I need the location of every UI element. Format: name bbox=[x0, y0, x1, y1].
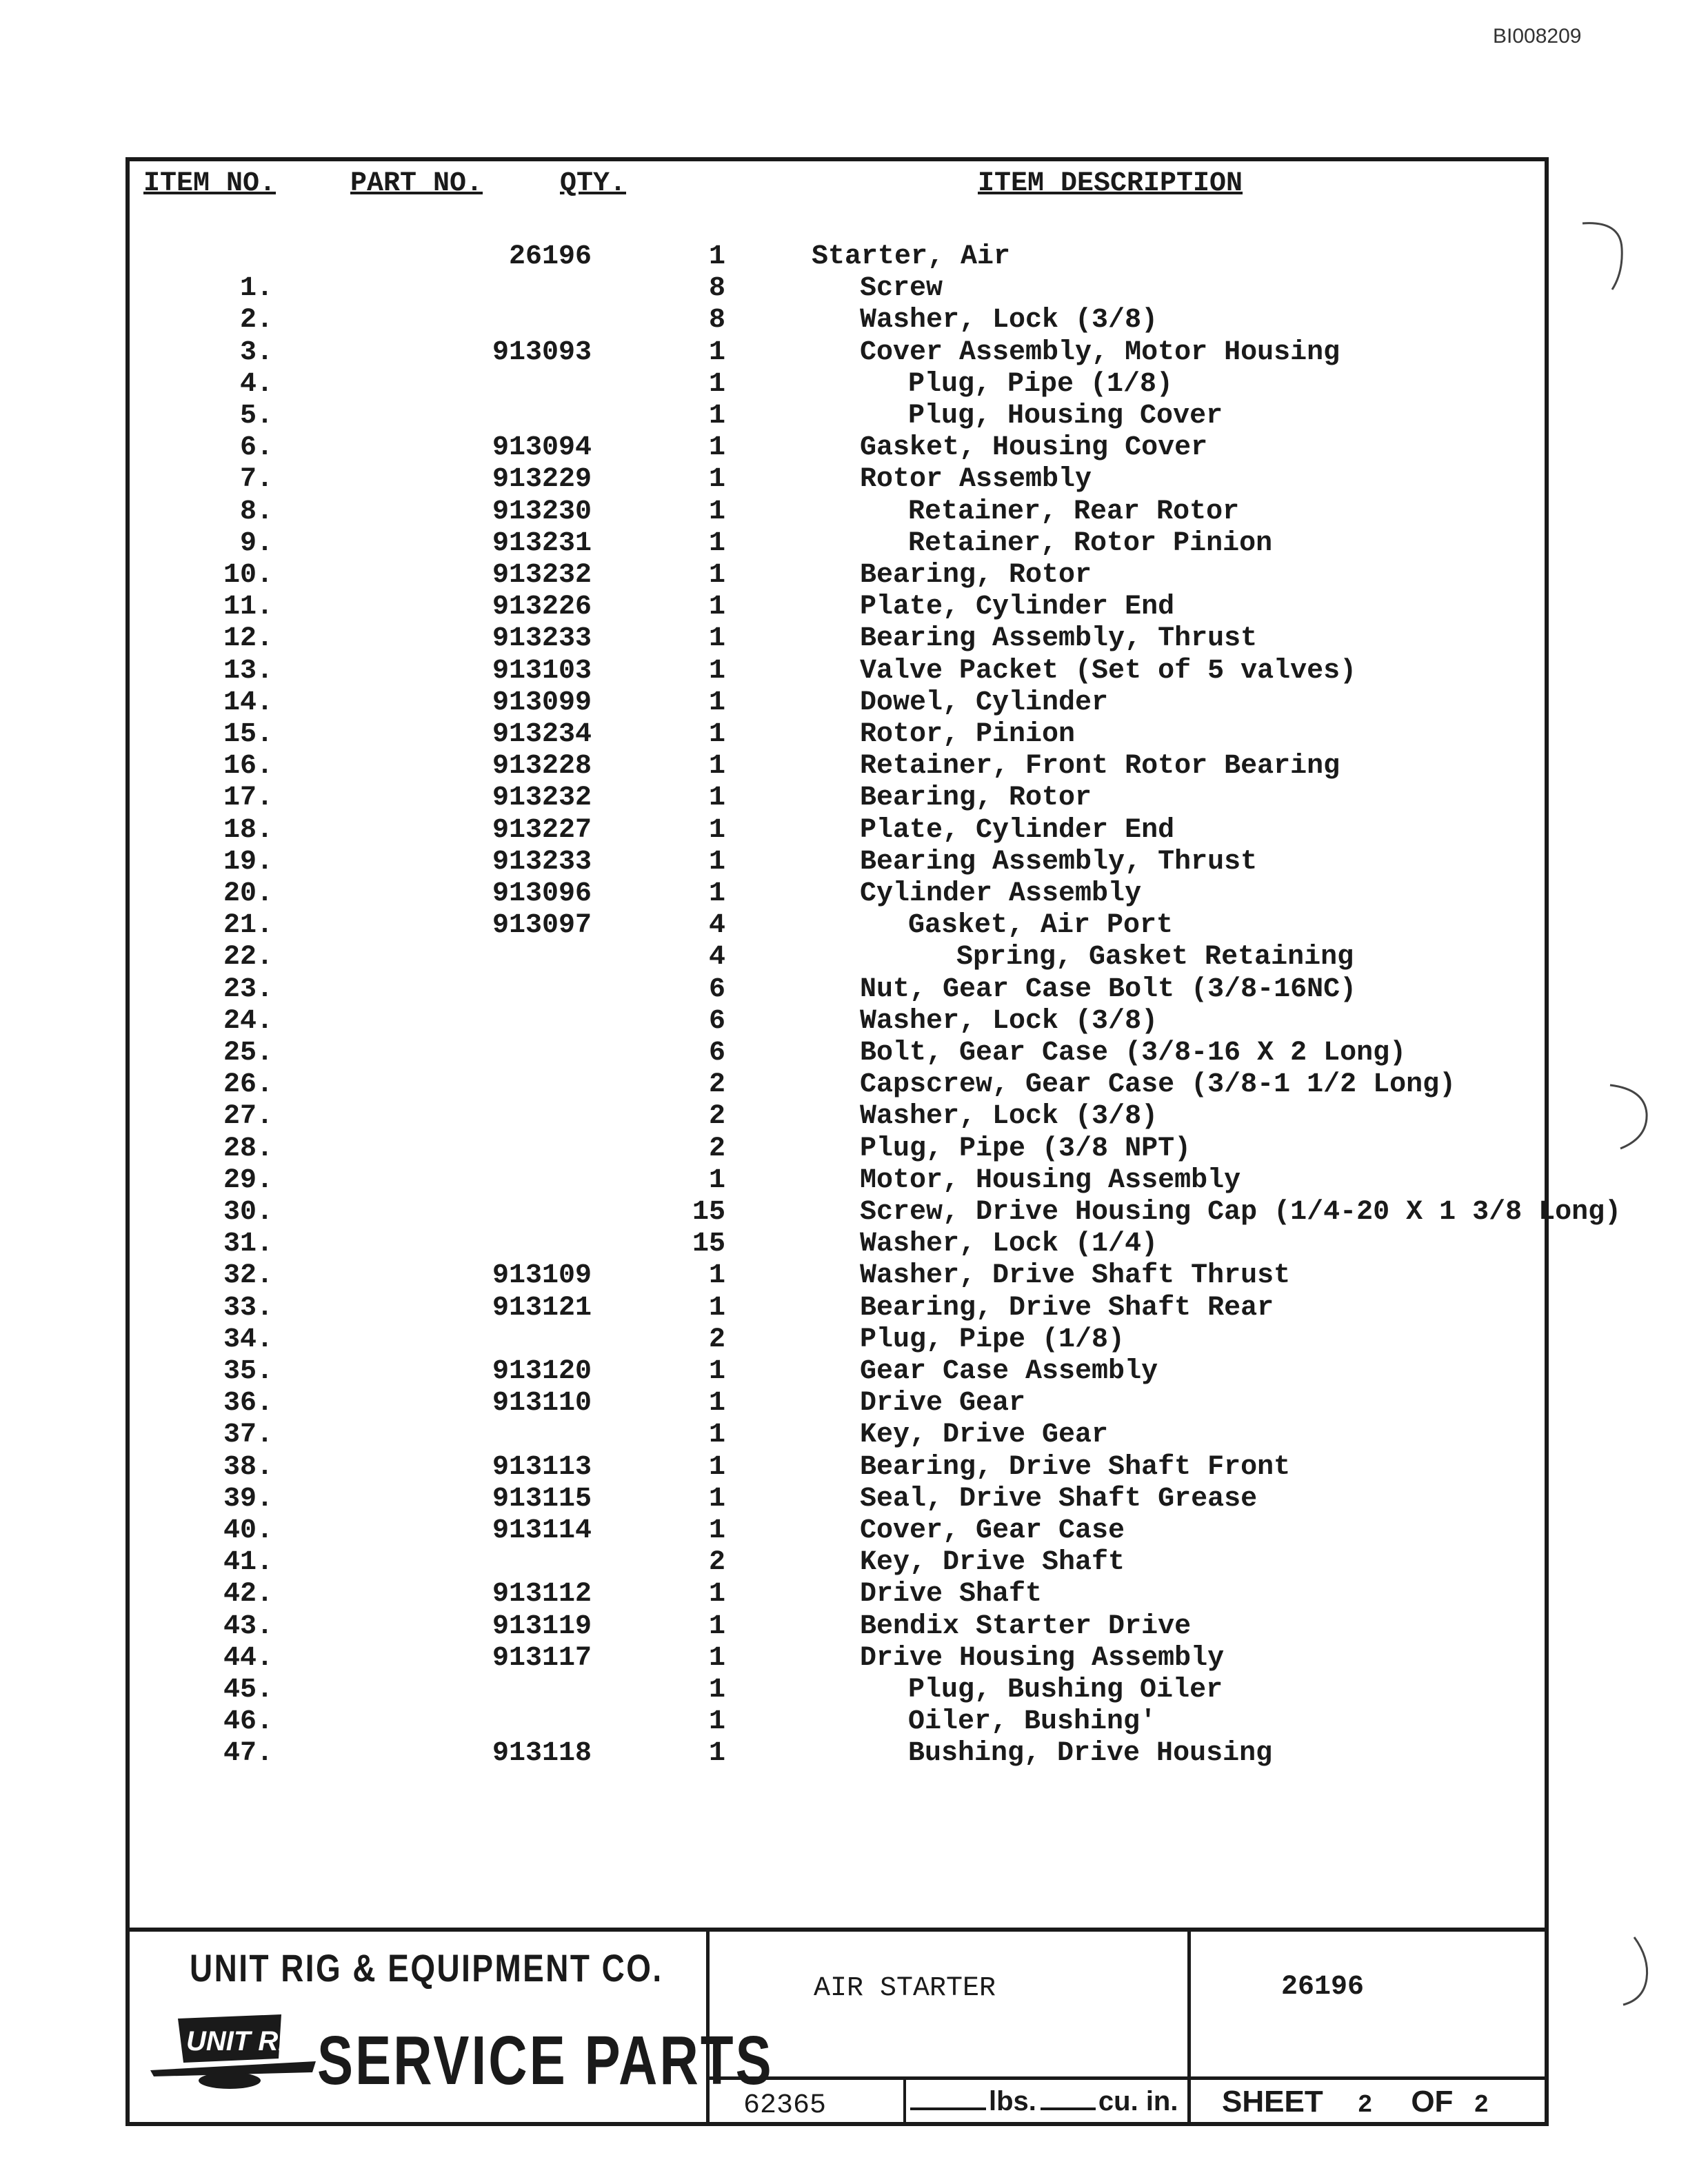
quantity: 1 bbox=[708, 1579, 725, 1610]
table-row bbox=[125, 815, 1546, 847]
quantity: 1 bbox=[708, 1419, 725, 1450]
table-row bbox=[125, 1675, 1546, 1706]
sheet-total: 2 bbox=[1474, 2091, 1489, 2119]
header-part-no: PART NO. bbox=[350, 168, 483, 199]
part-number: 913099 bbox=[492, 687, 592, 718]
quantity: 1 bbox=[708, 1452, 725, 1483]
item-number: 39. bbox=[223, 1484, 273, 1515]
item-number: 2. bbox=[239, 305, 273, 336]
item-description: Gasket, Housing Cover bbox=[860, 432, 1208, 463]
quantity: 1 bbox=[708, 1643, 725, 1674]
assembly-title: AIR STARTER bbox=[814, 1973, 996, 2004]
quantity: 1 bbox=[708, 560, 725, 591]
item-number: 16. bbox=[223, 751, 273, 782]
table-row bbox=[125, 1165, 1546, 1197]
part-number: 913096 bbox=[492, 878, 592, 909]
item-number: 38. bbox=[223, 1452, 273, 1483]
quantity: 1 bbox=[708, 592, 725, 623]
table-row bbox=[125, 1706, 1546, 1738]
table-row bbox=[125, 847, 1546, 878]
quantity: 1 bbox=[708, 1165, 725, 1196]
sheet-number: 2 bbox=[1357, 2091, 1373, 2119]
punch-hole-mark bbox=[1607, 1075, 1655, 1158]
item-description: Bearing, Drive Shaft Front bbox=[860, 1452, 1291, 1483]
quantity: 2 bbox=[708, 1547, 725, 1578]
drawing-code: 62365 bbox=[743, 2090, 827, 2121]
header-item-no: ITEM NO. bbox=[143, 168, 277, 199]
title-block-divider bbox=[706, 2076, 1549, 2080]
table-row bbox=[125, 1484, 1546, 1515]
part-number: 913233 bbox=[492, 847, 592, 878]
quantity: 15 bbox=[692, 1197, 725, 1228]
item-number: 13. bbox=[223, 656, 273, 687]
quantity: 1 bbox=[708, 815, 725, 846]
item-number: 9. bbox=[239, 528, 273, 559]
table-row bbox=[125, 878, 1546, 910]
table-row bbox=[125, 432, 1546, 464]
quantity: 4 bbox=[708, 942, 725, 973]
item-description: Washer, Drive Shaft Thrust bbox=[860, 1260, 1291, 1291]
item-number: 45. bbox=[223, 1675, 273, 1706]
part-number: 913109 bbox=[492, 1260, 592, 1291]
item-description: Bearing Assembly, Thrust bbox=[860, 623, 1258, 654]
volume-blank bbox=[1041, 2107, 1096, 2110]
table-row bbox=[125, 910, 1546, 942]
table-row bbox=[125, 241, 1546, 273]
item-number: 37. bbox=[223, 1419, 273, 1450]
table-row bbox=[125, 1006, 1546, 1038]
table-row bbox=[125, 273, 1546, 305]
quantity: 8 bbox=[708, 305, 725, 336]
item-description: Dowel, Cylinder bbox=[860, 687, 1109, 718]
table-row bbox=[125, 1324, 1546, 1356]
part-number: 913113 bbox=[492, 1452, 592, 1483]
part-number: 913119 bbox=[492, 1611, 592, 1642]
title-block-divider bbox=[1187, 1928, 1191, 2126]
item-description: Nut, Gear Case Bolt (3/8-16NC) bbox=[860, 974, 1357, 1005]
part-number: 913232 bbox=[492, 560, 592, 591]
part-number: 913110 bbox=[492, 1388, 592, 1419]
item-description: Washer, Lock (3/8) bbox=[860, 1006, 1158, 1037]
table-row bbox=[125, 1293, 1546, 1324]
quantity: 1 bbox=[708, 401, 725, 432]
quantity: 1 bbox=[708, 1611, 725, 1642]
table-row bbox=[125, 1197, 1622, 1228]
header-qty: QTY. bbox=[560, 168, 627, 199]
table-row bbox=[125, 1611, 1546, 1643]
item-number: 25. bbox=[223, 1038, 273, 1069]
quantity: 1 bbox=[708, 1706, 725, 1737]
table-row bbox=[125, 496, 1546, 528]
table-row bbox=[125, 1356, 1546, 1388]
item-description: Drive Housing Assembly bbox=[860, 1643, 1225, 1674]
punch-hole-mark bbox=[1607, 1930, 1655, 2013]
quantity: 1 bbox=[708, 369, 725, 400]
table-row bbox=[125, 305, 1546, 336]
quantity: 1 bbox=[708, 847, 725, 878]
item-number: 46. bbox=[223, 1706, 273, 1737]
quantity: 1 bbox=[708, 1260, 725, 1291]
part-number: 913226 bbox=[492, 592, 592, 623]
item-description: Plug, Pipe (1/8) bbox=[908, 369, 1174, 400]
item-description: Key, Drive Gear bbox=[860, 1419, 1109, 1450]
service-parts-title: SERVICE PARTS bbox=[317, 2022, 774, 2099]
quantity: 1 bbox=[708, 337, 725, 368]
quantity: 1 bbox=[708, 656, 725, 687]
item-number: 10. bbox=[223, 560, 273, 591]
part-number: 913233 bbox=[492, 623, 592, 654]
sheet-label: SHEET bbox=[1222, 2085, 1323, 2119]
table-row bbox=[125, 1547, 1546, 1579]
item-description: Starter, Air bbox=[812, 241, 1011, 272]
item-number: 34. bbox=[223, 1324, 273, 1355]
table-row bbox=[125, 1133, 1546, 1165]
quantity: 2 bbox=[708, 1324, 725, 1355]
item-number: 14. bbox=[223, 687, 273, 718]
table-row bbox=[125, 1738, 1546, 1770]
item-number: 12. bbox=[223, 623, 273, 654]
quantity: 1 bbox=[708, 1738, 725, 1769]
part-number: 26196 bbox=[508, 241, 592, 272]
item-description: Key, Drive Shaft bbox=[860, 1547, 1125, 1578]
item-number: 8. bbox=[239, 496, 273, 527]
lbs-label: lbs. bbox=[989, 2086, 1036, 2116]
quantity: 1 bbox=[708, 1675, 725, 1706]
item-description: Valve Packet (Set of 5 valves) bbox=[860, 656, 1357, 687]
table-row bbox=[125, 656, 1546, 687]
item-number: 29. bbox=[223, 1165, 273, 1196]
item-description: Gear Case Assembly bbox=[860, 1356, 1158, 1387]
item-description: Gasket, Air Port bbox=[908, 910, 1174, 941]
part-number: 913231 bbox=[492, 528, 592, 559]
item-description: Plate, Cylinder End bbox=[860, 592, 1175, 623]
quantity: 1 bbox=[708, 432, 725, 463]
table-row bbox=[125, 719, 1546, 751]
part-number: 913229 bbox=[492, 464, 592, 495]
item-description: Cover Assembly, Motor Housing bbox=[860, 337, 1340, 368]
item-number: 22. bbox=[223, 942, 273, 973]
item-description: Cylinder Assembly bbox=[860, 878, 1142, 909]
item-description: Plug, Bushing Oiler bbox=[908, 1675, 1223, 1706]
item-description: Spring, Gasket Retaining bbox=[956, 942, 1354, 973]
item-description: Drive Shaft bbox=[860, 1579, 1043, 1610]
item-description: Retainer, Rear Rotor bbox=[908, 496, 1240, 527]
table-row bbox=[125, 1388, 1546, 1419]
part-number: 913234 bbox=[492, 719, 592, 750]
quantity: 2 bbox=[708, 1069, 725, 1100]
item-number: 31. bbox=[223, 1228, 273, 1260]
table-row bbox=[125, 751, 1546, 782]
table-row bbox=[125, 1452, 1546, 1484]
item-number: 43. bbox=[223, 1611, 273, 1642]
quantity: 1 bbox=[708, 751, 725, 782]
table-row bbox=[125, 1579, 1546, 1610]
item-number: 42. bbox=[223, 1579, 273, 1610]
quantity: 1 bbox=[708, 528, 725, 559]
item-description: Bushing, Drive Housing bbox=[908, 1738, 1273, 1769]
table-row bbox=[125, 369, 1546, 401]
table-row bbox=[125, 592, 1546, 623]
item-description: Drive Gear bbox=[860, 1388, 1026, 1419]
item-number: 32. bbox=[223, 1260, 273, 1291]
item-number: 26. bbox=[223, 1069, 273, 1100]
quantity: 1 bbox=[708, 496, 725, 527]
logo-lettering: UNIT RIG bbox=[186, 2026, 308, 2056]
quantity: 15 bbox=[692, 1228, 725, 1260]
part-number: 913093 bbox=[492, 337, 592, 368]
part-number: 913115 bbox=[492, 1484, 592, 1515]
part-number: 913097 bbox=[492, 910, 592, 941]
part-number: 913232 bbox=[492, 782, 592, 813]
title-block-divider bbox=[903, 2076, 906, 2126]
cu-in-label: cu. in. bbox=[1098, 2086, 1178, 2116]
item-description: Rotor, Pinion bbox=[860, 719, 1076, 750]
item-description: Retainer, Rotor Pinion bbox=[908, 528, 1273, 559]
quantity: 4 bbox=[708, 910, 725, 941]
part-number: 913120 bbox=[492, 1356, 592, 1387]
item-number: 5. bbox=[239, 401, 273, 432]
table-row bbox=[125, 782, 1546, 814]
part-number: 913118 bbox=[492, 1738, 592, 1769]
quantity: 1 bbox=[708, 623, 725, 654]
table-row bbox=[125, 974, 1546, 1006]
item-description: Washer, Lock (3/8) bbox=[860, 305, 1158, 336]
item-number: 20. bbox=[223, 878, 273, 909]
item-number: 11. bbox=[223, 592, 273, 623]
item-description: Plate, Cylinder End bbox=[860, 815, 1175, 846]
item-description: Oiler, Bushing' bbox=[908, 1706, 1157, 1737]
table-row bbox=[125, 1260, 1546, 1292]
table-row bbox=[125, 1419, 1546, 1451]
item-number: 27. bbox=[223, 1101, 273, 1132]
item-number: 24. bbox=[223, 1006, 273, 1037]
item-description: Cover, Gear Case bbox=[860, 1515, 1125, 1546]
item-number: 47. bbox=[223, 1738, 273, 1769]
part-number: 913112 bbox=[492, 1579, 592, 1610]
table-row bbox=[125, 464, 1546, 496]
part-number: 913114 bbox=[492, 1515, 592, 1546]
title-block-divider bbox=[125, 1928, 1549, 1932]
quantity: 1 bbox=[708, 1484, 725, 1515]
part-number: 913103 bbox=[492, 656, 592, 687]
table-row bbox=[125, 1069, 1546, 1101]
item-number: 44. bbox=[223, 1643, 273, 1674]
item-number: 23. bbox=[223, 974, 273, 1005]
table-row bbox=[125, 1101, 1546, 1133]
item-number: 41. bbox=[223, 1547, 273, 1578]
quantity: 1 bbox=[708, 241, 725, 272]
item-description: Bearing Assembly, Thrust bbox=[860, 847, 1258, 878]
item-description: Screw bbox=[860, 273, 943, 304]
item-number: 1. bbox=[239, 273, 273, 304]
item-number: 21. bbox=[223, 910, 273, 941]
item-description: Plug, Pipe (3/8 NPT) bbox=[860, 1133, 1192, 1164]
item-number: 33. bbox=[223, 1293, 273, 1324]
sheet-indicator bbox=[1222, 2085, 1489, 2119]
quantity: 1 bbox=[708, 782, 725, 813]
item-number: 30. bbox=[223, 1197, 273, 1228]
item-number: 36. bbox=[223, 1388, 273, 1419]
item-description: Plug, Pipe (1/8) bbox=[860, 1324, 1125, 1355]
item-number: 3. bbox=[239, 337, 273, 368]
punch-hole-mark bbox=[1579, 214, 1627, 296]
quantity: 1 bbox=[708, 1356, 725, 1387]
item-number: 19. bbox=[223, 847, 273, 878]
part-number: 913121 bbox=[492, 1293, 592, 1324]
quantity: 1 bbox=[708, 878, 725, 909]
company-name: UNIT RIG & EQUIPMENT CO. bbox=[190, 1946, 663, 1990]
table-row bbox=[125, 623, 1546, 655]
unit-rig-logo bbox=[143, 2005, 323, 2094]
weight-blank bbox=[910, 2107, 986, 2110]
quantity: 1 bbox=[708, 687, 725, 718]
item-description: Bearing, Rotor bbox=[860, 782, 1092, 813]
table-row bbox=[125, 942, 1546, 973]
item-number: 4. bbox=[239, 369, 273, 400]
item-number: 35. bbox=[223, 1356, 273, 1387]
item-description: Capscrew, Gear Case (3/8-1 1/2 Long) bbox=[860, 1069, 1456, 1100]
item-number: 6. bbox=[239, 432, 273, 463]
item-description: Plug, Housing Cover bbox=[908, 401, 1223, 432]
item-description: Washer, Lock (1/4) bbox=[860, 1228, 1158, 1260]
table-row bbox=[125, 560, 1546, 592]
table-row bbox=[125, 1228, 1546, 1260]
item-number: 28. bbox=[223, 1133, 273, 1164]
document-id: BI008209 bbox=[1493, 25, 1582, 48]
quantity: 6 bbox=[708, 974, 725, 1005]
part-number: 913227 bbox=[492, 815, 592, 846]
item-number: 17. bbox=[223, 782, 273, 813]
table-row bbox=[125, 1038, 1546, 1069]
weight-volume-field bbox=[910, 2086, 1178, 2117]
item-number: 18. bbox=[223, 815, 273, 846]
item-description: Bendix Starter Drive bbox=[860, 1611, 1192, 1642]
table-row bbox=[125, 528, 1546, 560]
item-number: 15. bbox=[223, 719, 273, 750]
quantity: 1 bbox=[708, 1515, 725, 1546]
quantity: 2 bbox=[708, 1133, 725, 1164]
header-item-description: ITEM DESCRIPTION bbox=[978, 168, 1243, 199]
table-row bbox=[125, 337, 1546, 369]
item-description: Retainer, Front Rotor Bearing bbox=[860, 751, 1340, 782]
assembly-part-number: 26196 bbox=[1281, 1972, 1365, 2003]
item-description: Seal, Drive Shaft Grease bbox=[860, 1484, 1258, 1515]
item-number: 40. bbox=[223, 1515, 273, 1546]
part-number: 913117 bbox=[492, 1643, 592, 1674]
item-description: Bolt, Gear Case (3/8-16 X 2 Long) bbox=[860, 1038, 1407, 1069]
item-description: Rotor Assembly bbox=[860, 464, 1092, 495]
quantity: 1 bbox=[708, 1293, 725, 1324]
quantity: 1 bbox=[708, 719, 725, 750]
part-number: 913228 bbox=[492, 751, 592, 782]
part-number: 913230 bbox=[492, 496, 592, 527]
item-description: Bearing, Rotor bbox=[860, 560, 1092, 591]
quantity: 1 bbox=[708, 1388, 725, 1419]
quantity: 8 bbox=[708, 273, 725, 304]
part-number: 913094 bbox=[492, 432, 592, 463]
item-description: Washer, Lock (3/8) bbox=[860, 1101, 1158, 1132]
item-description: Bearing, Drive Shaft Rear bbox=[860, 1293, 1274, 1324]
item-description: Motor, Housing Assembly bbox=[860, 1165, 1241, 1196]
quantity: 1 bbox=[708, 464, 725, 495]
of-label: OF bbox=[1411, 2085, 1454, 2119]
table-row bbox=[125, 401, 1546, 432]
quantity: 6 bbox=[708, 1006, 725, 1037]
quantity: 2 bbox=[708, 1101, 725, 1132]
table-row bbox=[125, 1643, 1546, 1675]
quantity: 6 bbox=[708, 1038, 725, 1069]
item-number: 7. bbox=[239, 464, 273, 495]
table-row bbox=[125, 1515, 1546, 1547]
item-description: Screw, Drive Housing Cap (1/4-20 X 1 3/8 Long) bbox=[860, 1197, 1622, 1228]
table-row bbox=[125, 687, 1546, 719]
